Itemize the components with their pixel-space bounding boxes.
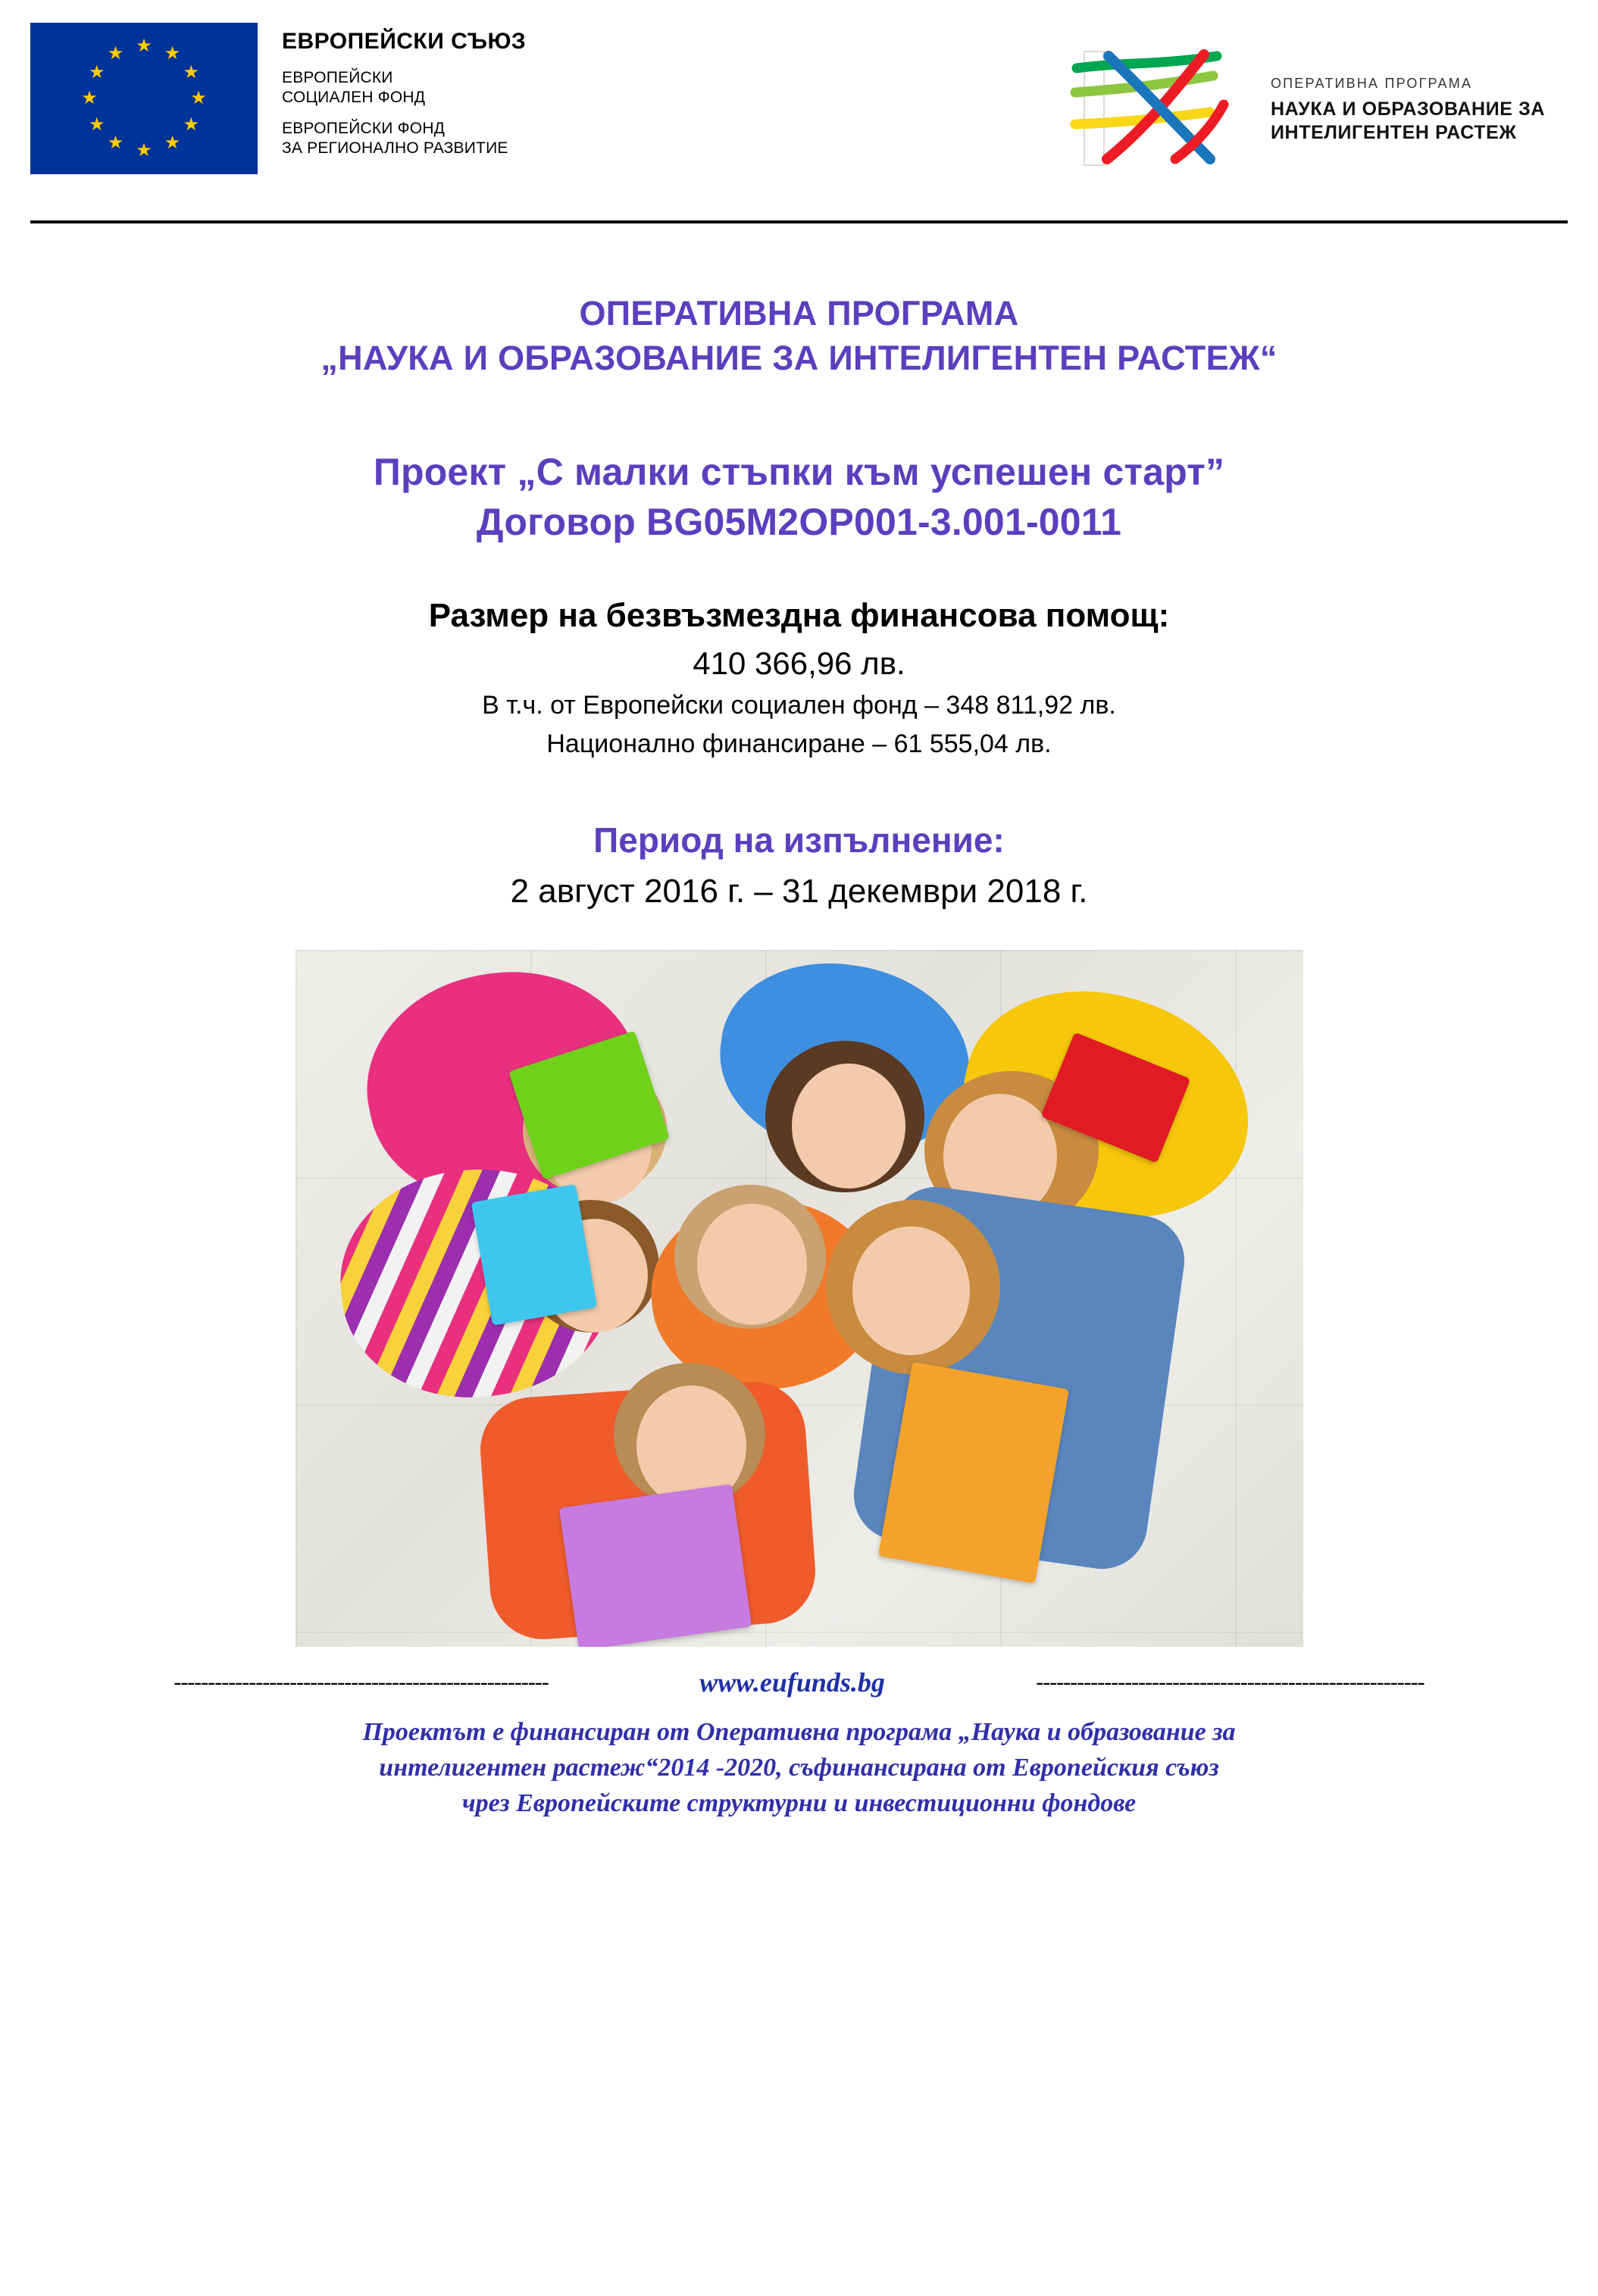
eu-title: ЕВРОПЕЙСКИ СЪЮЗ	[282, 29, 527, 54]
project-contract: Договор BG05M2OP001-3.001-0011	[476, 501, 1122, 543]
grant-esf-line: В т.ч. от Европейски социален фонд – 348 811,92 лв.	[482, 691, 1116, 720]
book-cyan	[471, 1184, 597, 1326]
grant-label: Размер на безвъзмездна финансова помощ:	[428, 597, 1170, 634]
eu-fund-esf-line2: СОЦИАЛЕН ФОНД	[282, 89, 426, 107]
grant-amount: 410 366,96 лв.	[693, 645, 905, 681]
footer-disclaimer-line2: интелигентен растеж“2014 -2020, съфинансирана от Европейския съюз	[379, 1753, 1219, 1782]
eu-fund-erdf-line1: ЕВРОПЕЙСКИ ФОНД	[282, 119, 446, 137]
footer-disclaimer-line1: Проектът е финансиран от Оперативна програма „Наука и образование за	[362, 1718, 1236, 1746]
header-divider	[30, 220, 1568, 223]
footer-dashes-left: -------------------------------------------------------	[174, 1670, 549, 1695]
face-top-middle	[792, 1064, 905, 1189]
eu-fund-erdf	[282, 119, 526, 159]
eu-stars-group: ★ ★ ★ ★ ★ ★ ★ ★ ★ ★ ★ ★	[81, 36, 207, 161]
eu-fund-erdf-line2: ЗА РЕГИОНАЛНО РАЗВИТИЕ	[282, 139, 508, 157]
project-heading	[45, 447, 1553, 547]
period-value: 2 август 2016 г. – 31 декември 2018 г.	[510, 873, 1088, 910]
eu-logo-block	[30, 23, 526, 174]
project-name: Проект „С малки стъпки към успешен старт”	[373, 451, 1225, 493]
period-label: Период на изпълнение:	[593, 820, 1005, 860]
grant-national-line: Национално финансиране – 61 555,04 лв.	[546, 729, 1052, 758]
eu-fund-esf	[282, 68, 526, 108]
eufunds-link[interactable]: www.eufunds.bg	[699, 1667, 885, 1698]
op-logo-block	[1062, 23, 1545, 174]
program-heading	[45, 292, 1553, 380]
book-orange	[878, 1362, 1069, 1584]
face-right	[852, 1226, 970, 1355]
op-logo-text	[1271, 76, 1545, 144]
footer-disclaimer	[30, 1715, 1568, 1822]
face-center	[697, 1204, 807, 1325]
footer-disclaimer-line3: чрез Европейските структурни и инвестиционни фондове	[461, 1788, 1137, 1817]
program-heading-line1: ОПЕРАТИВНА ПРОГРАМА	[579, 294, 1019, 333]
op-logo-line1: ОПЕРАТИВНА ПРОГРАМА	[1270, 76, 1473, 91]
eu-flag-icon	[30, 23, 258, 174]
op-logo-line2b: ИНТЕЛИГЕНТЕН РАСТЕЖ	[1270, 121, 1517, 143]
eu-fund-esf-line1: ЕВРОПЕЙСКИ	[282, 69, 393, 86]
header-logos-row	[0, 0, 1598, 174]
program-heading-line2: „НАУКА И ОБРАЗОВАНИЕ ЗА ИНТЕЛИГЕНТЕН РАСТЕЖ“	[321, 338, 1277, 377]
document-footer	[0, 1667, 1598, 1822]
children-photo	[296, 950, 1303, 1647]
op-logo-line2a: НАУКА И ОБРАЗОВАНИЕ ЗА	[1270, 98, 1545, 120]
eu-logo-text	[282, 23, 526, 169]
footer-url-line	[30, 1667, 1568, 1698]
document-header	[0, 0, 1598, 223]
footer-dashes-right: ---------------------------------------------------------	[1036, 1670, 1424, 1695]
document-body	[0, 292, 1598, 1647]
book-violet	[558, 1484, 751, 1647]
op-program-icon	[1062, 45, 1251, 174]
